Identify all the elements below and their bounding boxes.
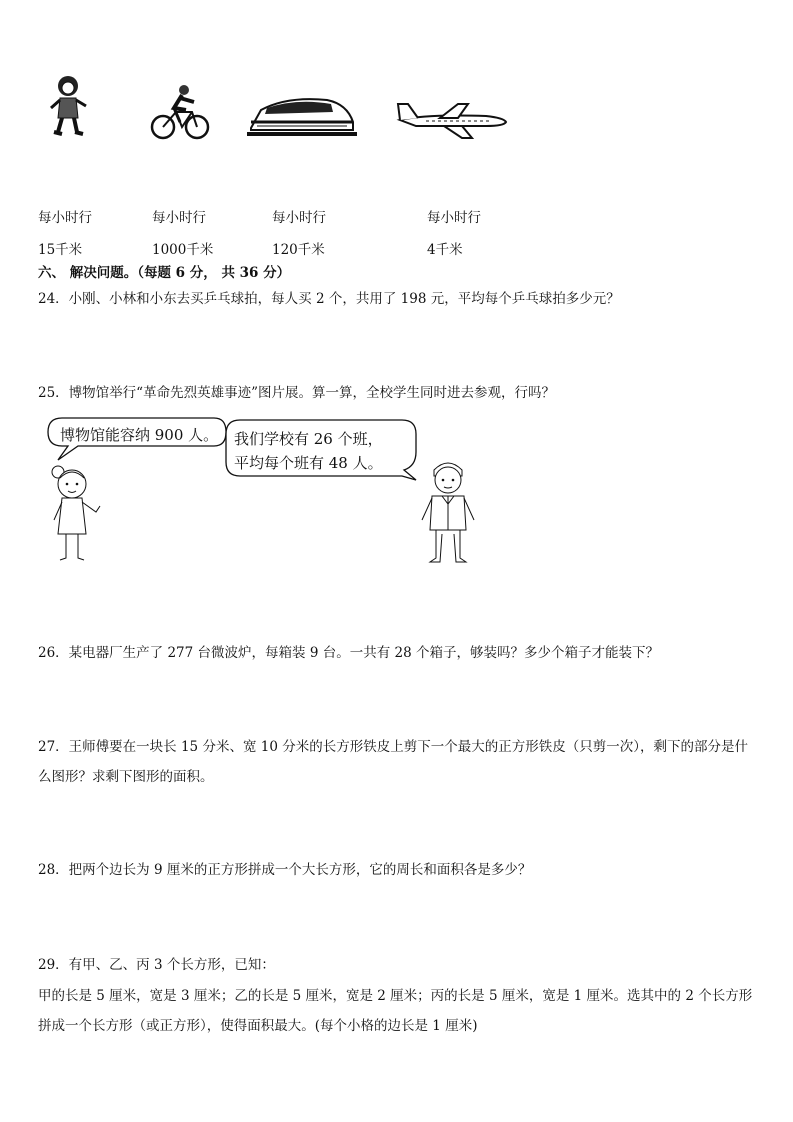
vehicle-label-1: 每小时行: [38, 210, 92, 226]
question-29-line1: 29．有甲、乙、丙 3 个长方形，已知：: [38, 957, 275, 973]
section-title: 六、 解决问题。（每题 6 分， 共 36 分）: [38, 265, 291, 281]
speed-value-4: 4千米: [427, 242, 463, 258]
speed-value-2: 1000千米: [152, 242, 214, 258]
walking-girl-icon: [46, 74, 90, 138]
question-27-line1: 27．王师傅要在一块长 15 分米、宽 10 分米的长方形铁皮上剪下一个最大的正方形铁皮（只剪一次），剩下的部分是什: [38, 739, 748, 755]
bubble-boy-line1: 我们学校有 26 个班，: [234, 430, 383, 448]
boy-figure-icon: [416, 456, 480, 566]
vehicle-label-2: 每小时行: [152, 210, 206, 226]
cyclist-icon: [150, 82, 210, 142]
train-icon: [247, 92, 357, 138]
question-26: 26．某电器厂生产了 277 台微波炉，每箱装 9 台。一共有 28 个箱子，够装吗？多少个箱子才能装下？: [38, 645, 659, 661]
vehicle-label-3: 每小时行: [272, 210, 326, 226]
question-29-line2: 甲的长是 5 厘米，宽是 3 厘米；乙的长是 5 厘米，宽是 2 厘米；丙的长是 5 厘米，宽是 1 厘米。选其中的 2 个长方形: [38, 988, 753, 1004]
question-24: 24．小刚、小林和小东去买乒乓球拍，每人买 2 个，共用了 198 元，平均每个乒乓球拍多少元？: [38, 291, 620, 307]
vehicle-label-4: 每小时行: [427, 210, 481, 226]
speed-value-1: 15千米: [38, 242, 83, 258]
question-28: 28．把两个边长为 9 厘米的正方形拼成一个大长方形，它的周长和面积各是多少？: [38, 862, 532, 878]
question-25: 25．博物馆举行“革命先烈英雄事迹”图片展。算一算，全校学生同时进去参观，行吗？: [38, 385, 555, 401]
question-29-line3: 拼成一个长方形（或正方形），使得面积最大。(每个小格的边长是 1 厘米): [38, 1018, 478, 1034]
airplane-icon: [396, 100, 508, 140]
girl-figure-icon: [36, 462, 106, 564]
speed-value-3: 120千米: [272, 242, 325, 258]
bubble-boy-line2: 平均每个班有 48 人。: [234, 454, 383, 472]
question-27-line2: 么图形？求剩下图形的面积。: [38, 769, 214, 785]
bubble-girl-text: 博物馆能容纳 900 人。: [60, 426, 219, 444]
